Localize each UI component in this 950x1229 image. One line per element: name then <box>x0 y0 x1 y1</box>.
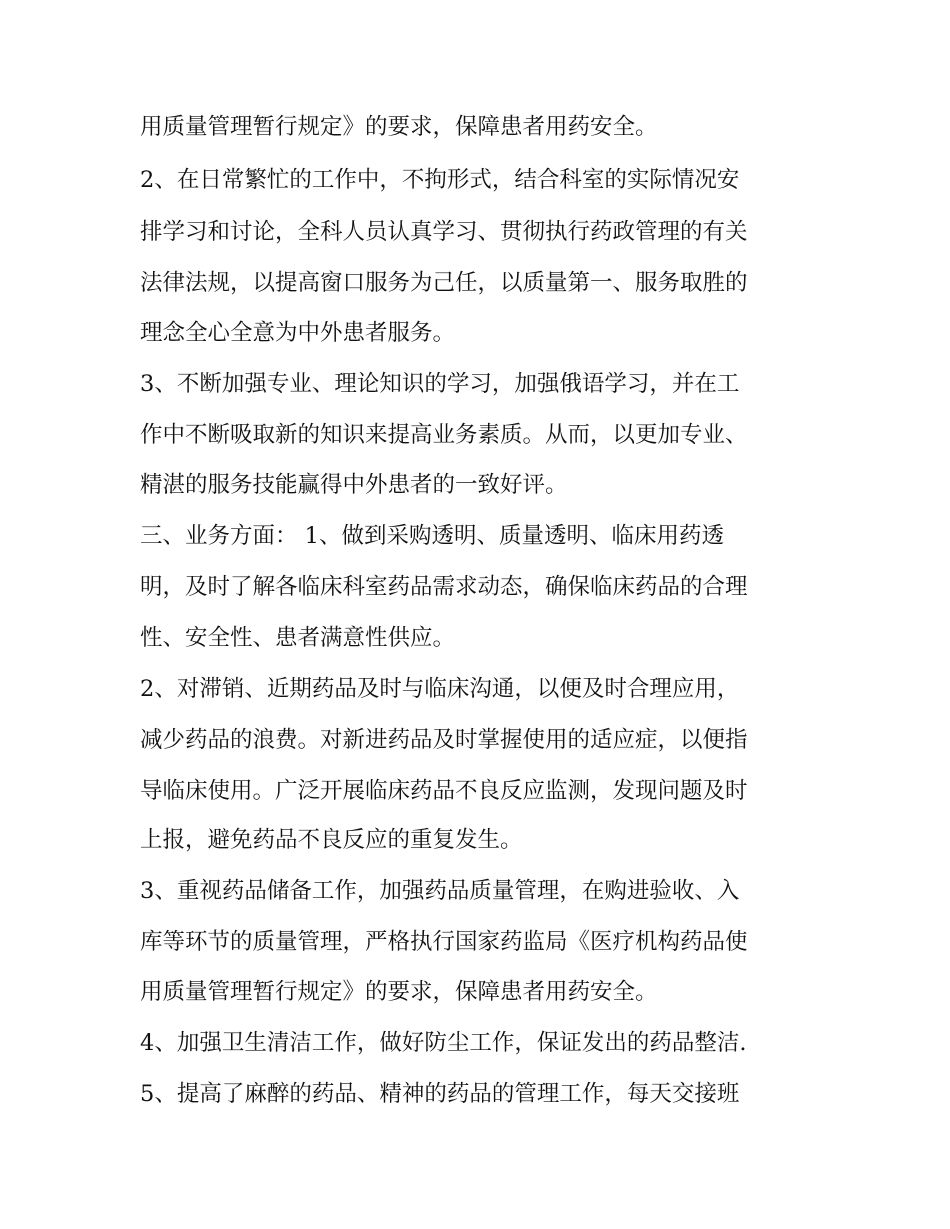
text-line: 导临床使用。广泛开展临床药品不良反应监测，发现问题及时 <box>140 778 748 804</box>
text-line: 4、加强卫生清洁工作，做好防尘工作，保证发出的药品整洁. <box>140 1030 747 1056</box>
text-line: 上报，避免药品不良反应的重复发生。 <box>140 827 523 853</box>
text-line: 法律法规，以提高窗口服务为己任，以质量第一、服务取胜的 <box>140 270 748 296</box>
text-line: 排学习和讨论，全科人员认真学习、贯彻执行药政管理的有关 <box>140 219 748 245</box>
text-line: 3、不断加强专业、理论知识的学习，加强俄语学习，并在工 <box>140 371 740 397</box>
text-line: 库等环节的质量管理，严格执行国家药监局《医疗机构药品使 <box>140 929 748 955</box>
text-line: 三、业务方面： 1、做到采购透明、质量透明、临床用药透 <box>140 523 724 549</box>
text-line: 5、提高了麻醉的药品、精神的药品的管理工作，每天交接班 <box>140 1081 740 1107</box>
text-line: 性、安全性、患者满意性供应。 <box>140 625 456 651</box>
text-line: 作中不断吸取新的知识来提高业务素质。从而，以更加专业、 <box>140 422 748 448</box>
text-line: 明，及时了解各临床科室药品需求动态，确保临床药品的合理 <box>140 574 748 600</box>
text-line: 精湛的服务技能赢得中外患者的一致好评。 <box>140 472 568 498</box>
text-line: 2、在日常繁忙的工作中，不拘形式，结合科室的实际情况安 <box>140 167 740 193</box>
text-line: 用质量管理暂行规定》的要求，保障患者用药安全。 <box>140 114 658 140</box>
text-line: 2、对滞销、近期药品及时与临床沟通，以便及时合理应用， <box>140 676 740 702</box>
text-line: 用质量管理暂行规定》的要求，保障患者用药安全。 <box>140 979 658 1005</box>
text-line: 3、重视药品储备工作，加强药品质量管理，在购进验收、入 <box>140 878 740 904</box>
text-line: 理念全心全意为中外患者服务。 <box>140 320 456 346</box>
text-line: 减少药品的浪费。对新进药品及时掌握使用的适应症，以便指 <box>140 727 748 753</box>
